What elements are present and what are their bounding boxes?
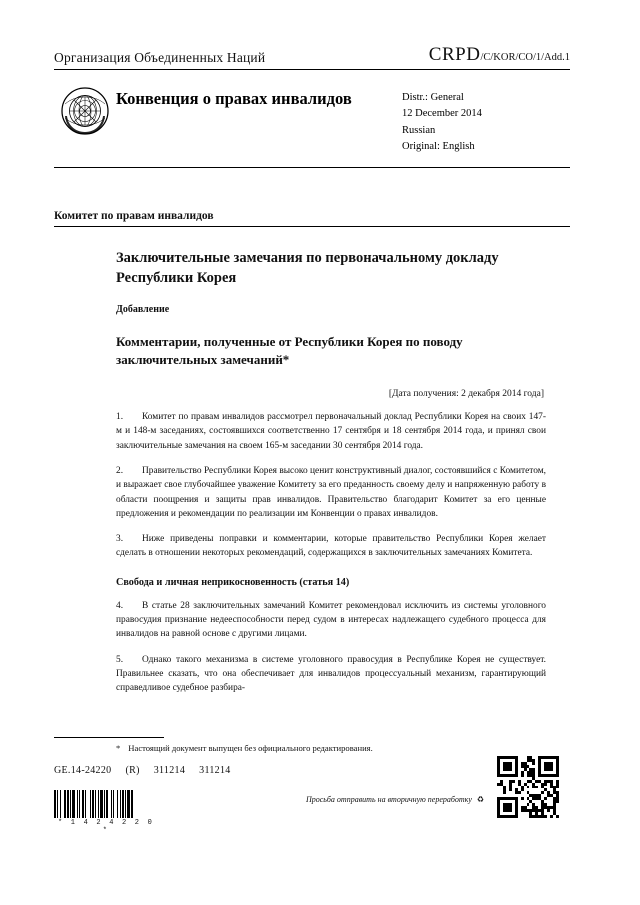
barcode-bars [54,790,158,818]
convention-title: Конвенция о правах инвалидов [116,89,352,108]
title-band [54,70,570,168]
addendum-label: Добавление [116,304,170,316]
paragraph-text: В статье 28 заключительных замечаний Комитет рекомендовал исключить из системы уголовного правосудия признание недееспособности перед судом в интересах надлежащего судебного процесса для инвалидов на равной основе с другими лицами. [116,600,546,640]
paragraph [116,599,546,642]
paragraph-text: Комитет по правам инвалидов рассмотрел первоначальный доклад Республики Корея на своих 147-м и 148-м заседаниях, состоявшихся соответственно 17 сентября и 18 сентября 2014 года, и принял свои заключительные замечания на своем 165-м заседании 30 сентября 2014 года. [116,412,546,451]
paragraph-number: 4. [116,600,124,611]
footnote-text: Настоящий документ выпущен без официального редактирования. [128,743,373,753]
paragraph [116,464,546,521]
document-symbol-main: CRPD [428,44,481,65]
barcode [54,790,158,835]
job-number [54,765,231,776]
distribution-date: 12 December 2014 [402,108,482,120]
paragraph-text: Ниже приведены поправки и комментарии, которые правительство Республики Корея желает сделать в отношении некоторых рекомендаций, содержащихся в заключительных замечаниях Комитета. [116,534,546,559]
job-number-value: GE.14-24220 [54,765,112,776]
distribution-original: Original: English [402,140,475,152]
recycle-leaf-icon: ♻ [476,795,485,804]
committee-name: Комитет по правам инвалидов [54,210,214,223]
job-code-2: 311214 [199,765,231,776]
document-symbol-sub: /C/KOR/CO/1/Add.1 [480,52,570,63]
footnote [116,742,576,754]
job-code-1: 311214 [153,765,186,776]
page-footer [54,765,570,776]
paragraph-text: Однако такого механизма в системе уголовного правосудия в Республике Корея не существует. Правильнее сказать, что она обеспечивает для инвалидов процессуальный механизм, гарантирующий справедливое судебное разбира- [116,654,546,694]
paragraph-text: Правительство Республики Корея высоко ценит конструктивный диалог, состоявшийся с Комитетом, и выражает свое глубочайшее уважение Комитету за его преданность своему делу и напряженную работу в области поощрения и защиты прав инвалидов. Правительство благодарит Комитет за его ценные предложения и рекомендации по реализации им Конвенции о правах инвалидов. [116,465,546,519]
document-body [116,249,546,695]
distribution-language: Russian [402,124,436,136]
paragraph-number: 2. [116,465,124,476]
paragraph [116,653,546,696]
footnote-divider [54,737,164,738]
paragraph-number: 1. [116,412,124,423]
paragraph-number: 5. [116,654,124,665]
job-number-suffix: (R) [125,765,140,776]
recycle-note-text: Просьба отправить на вторичную переработку [305,795,472,804]
paragraph [116,410,546,453]
distribution-type: Distr.: General [402,92,464,103]
footnote-marker: * [116,743,121,753]
page-title: Заключительные замечания по первоначальному докладу Республики Корея [116,250,499,286]
committee-divider [54,226,570,227]
received-date: [Дата получения: 2 декабря 2014 года] [388,389,544,400]
section-heading: Свобода и личная неприкосновенность (статья 14) [116,576,350,588]
paragraph-number: 3. [116,534,124,545]
un-emblem-icon [54,80,116,136]
barcode-text: * 1 4 2 4 2 2 0 * [57,819,154,835]
paragraph [116,532,546,561]
qr-code-icon [497,756,559,818]
document-content [54,44,570,696]
recycle-note [270,795,520,804]
distribution-block [402,80,570,155]
document-subtitle: Комментарии, полученные от Республики Корея по поводу заключительных замечаний* [116,334,463,368]
masthead [54,44,570,70]
organization-name: Организация Объединенных Наций [54,50,266,65]
document-symbol [429,44,570,66]
